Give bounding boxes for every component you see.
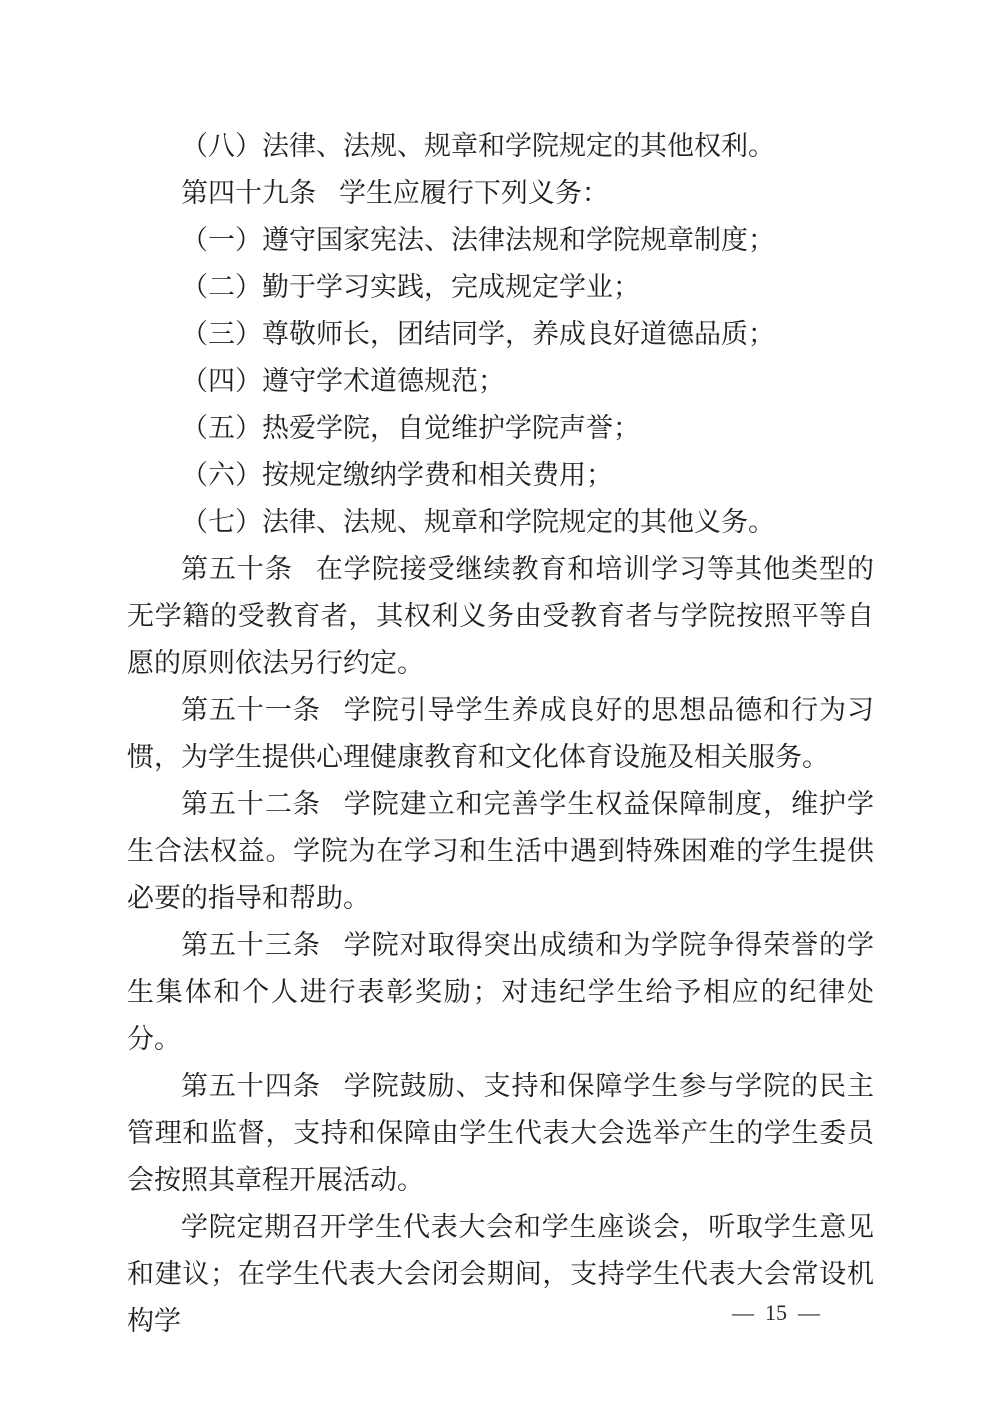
paragraph-text: （二）勤于学习实践，完成规定学业； <box>181 272 640 302</box>
article-number: 第五十三条 <box>181 930 321 960</box>
paragraph-text: 学院建立和完善学生权益保障制度，维护学生合法权益。学院为在学习和生活中遇到特殊困难的学生提供必要的指导和帮助。 <box>127 789 874 913</box>
paragraph-article-53 <box>127 922 874 1063</box>
page-footer <box>732 1300 820 1326</box>
paragraph-text: （八）法律、法规、规章和学院规定的其他权利。 <box>181 131 775 161</box>
paragraph-item-2 <box>127 264 874 311</box>
paragraph-item-7 <box>127 499 874 546</box>
paragraph-text: 学院对取得突出成绩和为学院争得荣誉的学生集体和个人进行表彰奖励；对违纪学生给予相应的纪律处分。 <box>127 930 874 1054</box>
paragraph-article-52 <box>127 781 874 922</box>
paragraph-text: （七）法律、法规、规章和学院规定的其他义务。 <box>181 507 775 537</box>
document-body <box>127 123 874 1345</box>
article-number: 第五十一条 <box>181 695 321 725</box>
paragraph-text: 学院定期召开学生代表大会和学生座谈会，听取学生意见和建议；在学生代表大会闭会期间，支持学生代表大会常设机构学 <box>127 1212 874 1336</box>
article-number: 第五十条 <box>181 554 293 584</box>
paragraph-text: 学生应履行下列义务： <box>338 178 609 208</box>
paragraph-text: （五）热爱学院，自觉维护学院声誉； <box>181 413 640 443</box>
paragraph-article-50 <box>127 546 874 687</box>
paragraph-item-3 <box>127 311 874 358</box>
paragraph-item-4 <box>127 358 874 405</box>
paragraph-text: （六）按规定缴纳学费和相关费用； <box>181 460 613 490</box>
paragraph-item-8-rights <box>127 123 874 170</box>
paragraph-article-51 <box>127 687 874 781</box>
page-number: 15 <box>765 1300 787 1325</box>
paragraph-item-1 <box>127 217 874 264</box>
paragraph-item-5 <box>127 405 874 452</box>
paragraph-article-54 <box>127 1063 874 1204</box>
article-number: 第四十九条 <box>181 178 316 208</box>
paragraph-text: （四）遵守学术道德规范； <box>181 366 505 396</box>
article-number: 第五十四条 <box>181 1071 321 1101</box>
article-number: 第五十二条 <box>181 789 321 819</box>
paragraph-text: 学院引导学生养成良好的思想品德和行为习惯，为学生提供心理健康教育和文化体育设施及相关服务。 <box>127 695 874 772</box>
paragraph-text: （三）尊敬师长，团结同学，养成良好道德品质； <box>181 319 775 349</box>
paragraph-article-49 <box>127 170 874 217</box>
paragraph-text: （一）遵守国家宪法、法律法规和学院规章制度； <box>181 225 775 255</box>
paragraph-text: 在学院接受继续教育和培训学习等其他类型的无学籍的受教育者，其权利义务由受教育者与学院按照平等自愿的原则依法另行约定。 <box>127 554 875 678</box>
paragraph-item-6 <box>127 452 874 499</box>
footer-dash-left: — <box>732 1300 754 1325</box>
footer-dash-right: — <box>798 1300 820 1325</box>
paragraph-text: 学院鼓励、支持和保障学生参与学院的民主管理和监督，支持和保障由学生代表大会选举产生的学生委员会按照其章程开展活动。 <box>127 1071 874 1195</box>
